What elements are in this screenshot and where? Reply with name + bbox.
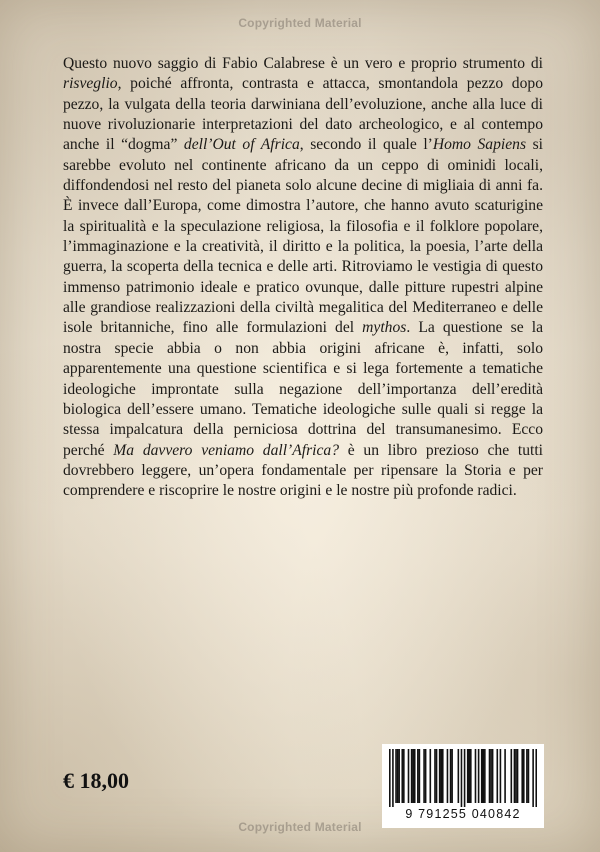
barcode-bar [411,749,413,803]
barcode-bar [467,749,469,803]
blurb-text-2: , poiché affronta, contrasta e attacca, smontandola pezzo dopo pezzo, la vulgata della teoria darwiniana dell’evoluzione, anche alla luce di nuove rivoluzionarie interpretazioni del dato archeologico, e al contempo anche il “dogma” [63,75,543,154]
barcode-bar [515,749,517,803]
barcode-bar [492,749,494,803]
barcode-bar [496,749,498,803]
barcode-bar [447,749,449,803]
watermark-top: Copyrighted Material [238,16,362,30]
barcode-bar [401,749,403,803]
barcode-bar [389,749,391,807]
barcode-bar [500,749,502,803]
barcode-bar [408,749,410,803]
barcode-bar [523,749,525,803]
barcode-bar [464,749,466,807]
barcode-bar [395,749,397,803]
barcode-bar [521,749,523,803]
back-cover-blurb [63,54,543,502]
barcode-bar [514,749,516,803]
blurb-text-1: Questo nuovo saggio di Fabio Calabrese è un vero e proprio strumento di [63,55,543,72]
blurb-text-4: si sarebbe evoluto nel continente africano da un ceppo di ominidi locali, diffondendosi nel resto del pianeta solo alcune decine di migliaia di anni fa. È invece dall’Europa, come dimostra l’autore, che hanno avuto scaturigine la spiritualità e la speculazione religiosa, la filosofia e il folklore popolare, l’immaginazione e la creatività, il diritto e la politica, la poesia, l’arte della guerra, la scoperta della tecnica e delle arti. Ritroviamo le vestigia di questo immenso patrimonio ideale e pratico ovunque, dalle pitture rupestri alpine alle grandiose realizzazioni della civiltà megalitica del Mediterraneo e delle isole britanniche, fino alle formulazioni del [63,136,543,337]
barcode-bar [489,749,491,803]
barcode-bar [440,749,442,803]
barcode-bar [392,749,394,807]
blurb-italic-risveglio: risveglio [63,75,118,93]
blurb-italic-book-title: Ma davvero veniamo dall’Africa? [113,441,339,459]
blurb-text-6: è un libro prezioso che tutti dovrebbero leggere, un’opera fondamentale per ripensare la Storia e per comprendere e riscoprire le nostre origini e le nostre più profonde radici. [63,441,543,500]
barcode-bar [482,749,484,803]
barcode-bar [403,749,405,803]
blurb-text-3: , secondo il quale l’ [299,136,433,154]
watermark-bottom: Copyrighted Material [238,820,362,834]
barcode-bar [475,749,477,803]
barcode-bar [436,749,438,803]
barcode-bar [398,749,400,803]
barcode-bar [528,749,530,803]
blurb-italic-mythos: mythos [362,319,407,337]
blurb-paragraph [63,54,543,502]
barcode-bar [484,749,486,803]
barcode-bar [430,749,432,803]
barcode-bar [468,749,470,803]
barcode-bar [451,749,453,803]
barcode-bar [425,749,427,803]
blurb-italic-homo-sapiens: Homo Sapiens [432,136,527,154]
barcode-bar [478,749,480,803]
barcode-bar [419,749,421,803]
barcode-bar [417,749,419,803]
barcode-bars [389,749,537,807]
barcode-bar [397,749,399,803]
barcode-bar [517,749,519,803]
barcode-bar [532,749,534,807]
barcode-bar [414,749,416,803]
barcode-bar [535,749,537,807]
barcode-bar [526,749,528,803]
barcode-bar [490,749,492,803]
isbn-barcode [382,744,544,828]
isbn-digits: 9 791255 040842 [405,807,521,821]
barcode-bar [434,749,436,803]
barcode-bar [423,749,425,803]
blurb-text-5: . La questione se la nostra specie abbia o non abbia origini africane è, infatti, solo apparentemente una questione scientifica e si lega fortemente a tematiche ideologiche improntate sulla negazione dell’importanza dell’eredità biologica dell’essere umano. Tematiche ideologiche sulle quali si regge la stessa impalcatura della perniciosa dottrina del transumanesimo. Ecco perché [63,319,543,459]
barcode-bar [412,749,414,803]
barcode-bar [439,749,441,803]
barcode-bar [511,749,513,803]
blurb-italic-out-of-africa: dell’Out of Africa [183,136,300,154]
barcode-bar [450,749,452,803]
barcode-bar [442,749,444,803]
barcode-bar [481,749,483,803]
barcode-bar [470,749,472,803]
barcode-bar [461,749,463,807]
barcode-bar [458,749,460,803]
price-label: € 18,00 [63,768,129,793]
barcode-bar [504,749,506,803]
